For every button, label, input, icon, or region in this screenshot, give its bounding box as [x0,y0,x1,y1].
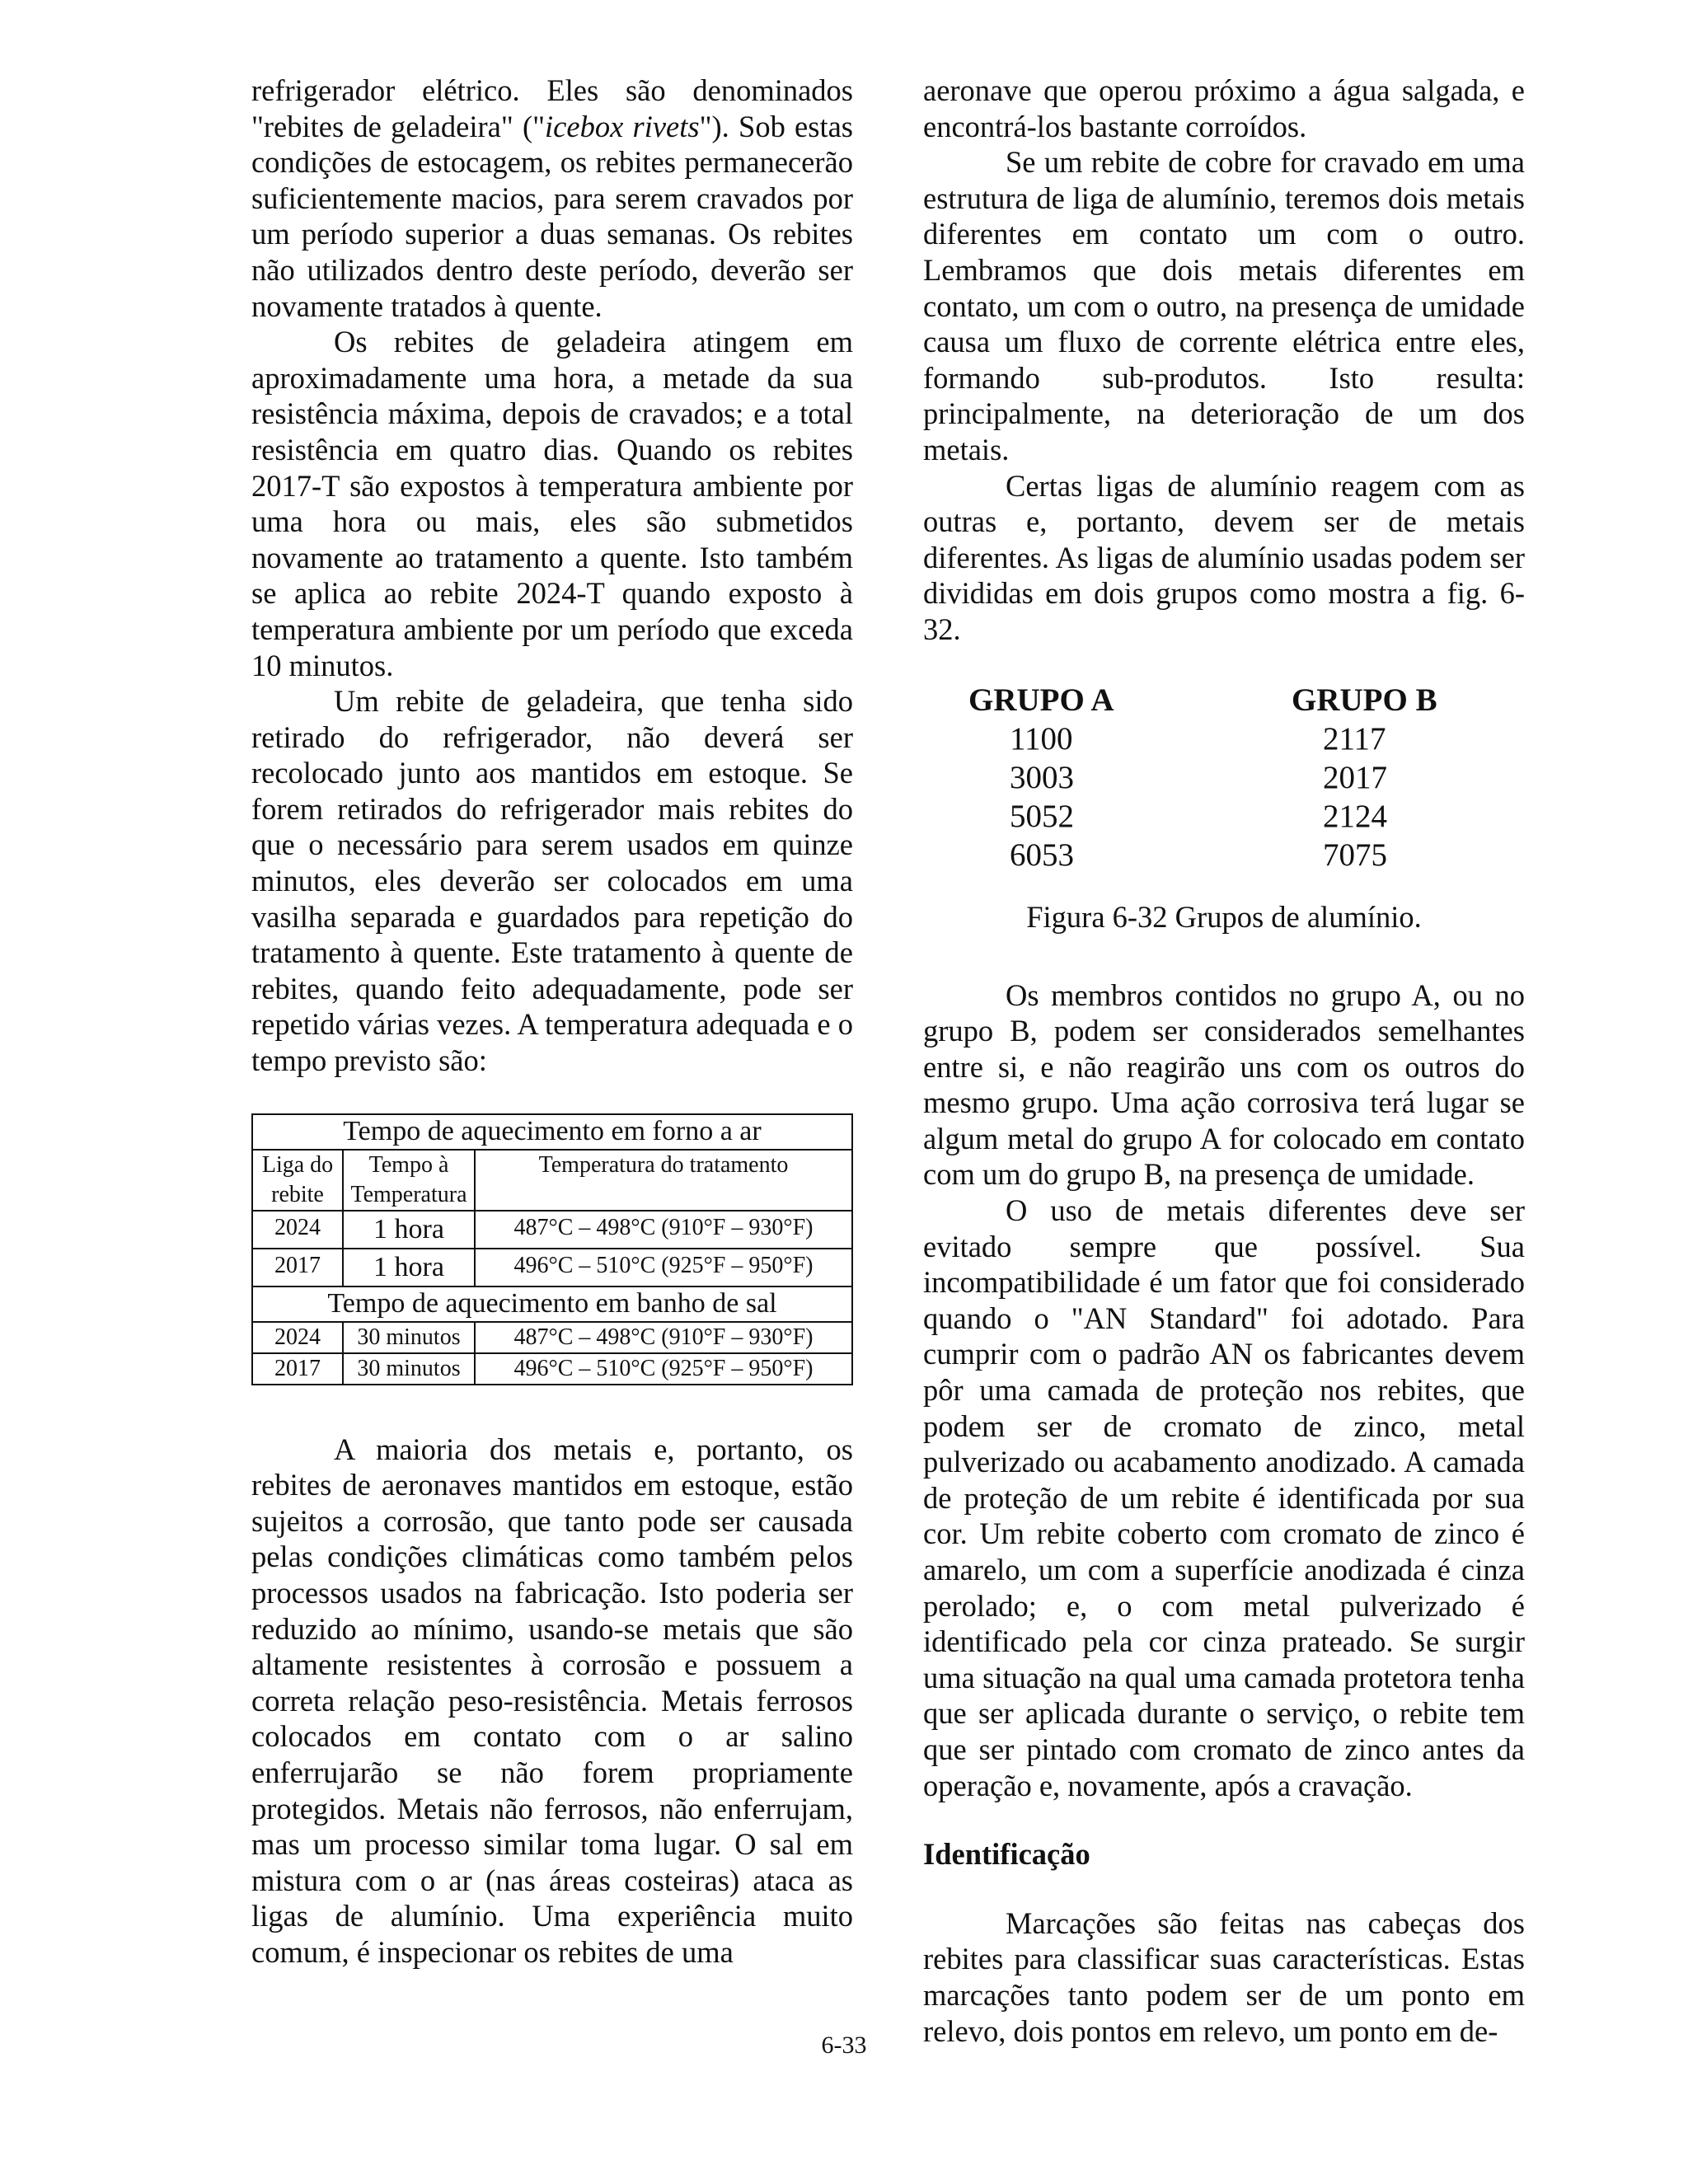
paragraph: Um rebite de geladeira, que tenha sido retirado do refrigerador, não deverá ser recolocado junto aos mantidos em estoque. Se forem retirados do refrigerador mais rebites do que o necessário para serem usados em quinze minutos, eles deverão ser colocados em uma vasilha separada e guardados para repetição do tratamento à quente. Este tratamento à quente de rebites, quando feito adequadamente, pode ser repetido várias vezes. A temperatura adequada e o tempo previsto são: [251,684,853,1078]
cell-temp: 496°C – 510°C (925°F – 950°F) [475,1249,852,1286]
cell-liga: 2024 [252,1322,343,1353]
right-column [923,73,1525,2049]
table-row [252,1211,852,1249]
table-title-salt: Tempo de aquecimento em banho de sal [252,1286,852,1322]
table-row [252,1322,852,1353]
cell-temp: 487°C – 498°C (910°F – 930°F) [475,1322,852,1353]
heat-treatment-table [251,1113,853,1385]
groups-row [923,719,1525,758]
paragraph: Os rebites de geladeira atingem em aproximadamente uma hora, a metade da sua resistência máxima, depois de cravados; e a total resistência em quatro dias. Quando os rebites 2017-T são expostos à temperatura ambiente por uma hora ou mais, eles são submetidos novamente ao tratamento a quente. Isto também se aplica ao rebite 2024-T quando exposto à temperatura ambiente por um período que exceda 10 minutos. [251,325,853,682]
table-row [252,1249,852,1286]
paragraph: Se um rebite de cobre for cravado em uma estrutura de liga de alumínio, teremos dois metais diferentes em contato um com o outro. Lembramos que dois metais diferentes em contato, um com o outro, na presença de umidade causa um fluxo de corrente elétrica entre eles, formando sub-produtos. Isto resulta: principalmente, na deterioração de um dos metais. [923,145,1525,466]
paragraph: aeronave que operou próximo a água salgada, e encontrá-los bastante corroídos. [923,73,1525,143]
groups-row [923,758,1525,797]
group-b-value: 2117 [1323,720,1386,757]
paragraph: Os membros contidos no grupo A, ou no grupo B, podem ser considerados semelhantes entre si, e não reagirão uns com os outros do mesmo grupo. Uma ação corrosiva terá lugar se algum metal do grupo A for colocado em contato com um do grupo B, na presença de umidade. [923,977,1525,1192]
paragraph [251,73,853,324]
groups-row [923,797,1525,836]
paragraph: Certas ligas de alumínio reagem com as outras e, portanto, devem ser de metais diferentes. As ligas de alumínio usadas podem ser divididas em dois grupos como mostra a fig. 6-32. [923,468,1525,646]
group-b-heading: GRUPO B [1292,682,1437,718]
text-run: refrigerador elétrico. Eles são denominados "rebites de geladeira" (" [251,73,853,143]
paragraph: Marcações são feitas nas cabeças dos rebites para classificar suas características. Estas marcações tanto podem ser de um ponto em relevo, dois pontos em relevo, um ponto em de- [923,1905,1525,2048]
groups-row [923,836,1525,874]
cell-temp: 487°C – 498°C (910°F – 930°F) [475,1211,852,1249]
cell-liga: 2017 [252,1353,343,1385]
page-number: 6-33 [821,2032,867,2059]
group-b-value: 2124 [1323,798,1387,834]
header-tempo: Tempo à Temperatura [343,1150,475,1211]
group-a-value: 6053 [1010,837,1074,873]
cell-tempo: 1 hora [343,1211,475,1249]
group-b-value: 2017 [1323,759,1387,795]
text-run: "). Sob estas condições de estocagem, os rebites permanecerão suficientemente macios, para serem cravados por um período superior a duas semanas. Os rebites não utilizados dentro deste período, deverão ser novamente tratados à quente. [251,109,853,323]
group-b-value: 7075 [1323,837,1387,873]
table-title-air: Tempo de aquecimento em forno a ar [252,1114,852,1150]
group-a-value: 1100 [1010,720,1073,757]
emphasis-text: icebox rivets [545,109,700,143]
cell-tempo: 30 minutos [343,1353,475,1385]
paragraph: O uso de metais diferentes deve ser evitado sempre que possível. Sua incompatibilidade é um fator que foi considerado quando o "AN Standard" foi adotado. Para cumprir com o padrão AN os fabricantes devem pôr uma camada de proteção nos rebites, que podem ser de cromato de zinco, metal pulverizado ou acabamento anodizado. A camada de proteção de um rebite é identificada por sua cor. Um rebite coberto com cromato de zinco é amarelo, um com a superfície anodizada é cinza perolado; e, o com metal pulverizado é identificado pela cor cinza prateado. Se surgir uma situação na qual uma camada protetora tenha que ser aplicada durante o serviço, o rebite tem que ser pintado com cromato de zinco antes da operação e, novamente, após a cravação. [923,1193,1525,1802]
table-row [252,1353,852,1385]
cell-liga: 2024 [252,1211,343,1249]
figure-caption: Figura 6-32 Grupos de alumínio. [1026,899,1422,934]
header-liga: Liga do rebite [252,1150,343,1211]
groups-header-row [923,681,1525,719]
cell-liga: 2017 [252,1249,343,1286]
section-title: Identificação [923,1837,1090,1872]
cell-tempo: 30 minutos [343,1322,475,1353]
header-temperatura: Temperatura do tratamento [475,1150,852,1211]
group-a-value: 3003 [1010,759,1074,795]
group-a-heading: GRUPO A [968,682,1114,718]
group-a-value: 5052 [1010,798,1074,834]
paragraph: A maioria dos metais e, portanto, os rebites de aeronaves mantidos em estoque, estão sujeitos a corrosão, que tanto pode ser causada pelas condições climáticas como também pelos processos usados na fabricação. Isto poderia ser reduzido ao mínimo, usando-se metais que são altamente resistentes à corrosão e possuem a correta relação peso-resistência. Metais ferrosos colocados em contato com o ar salino enferrujarão se não forem propriamente protegidos. Metais não ferrosos, não enferrujam, mas um processo similar toma lugar. O sal em mistura com o ar (nas áreas costeiras) ataca as ligas de alumínio. Uma experiência muito comum, é inspecionar os rebites de uma [251,1432,853,1969]
aluminum-groups-figure [923,681,1525,874]
cell-temp: 496°C – 510°C (925°F – 950°F) [475,1353,852,1385]
cell-tempo: 1 hora [343,1249,475,1286]
left-column [251,73,853,1971]
